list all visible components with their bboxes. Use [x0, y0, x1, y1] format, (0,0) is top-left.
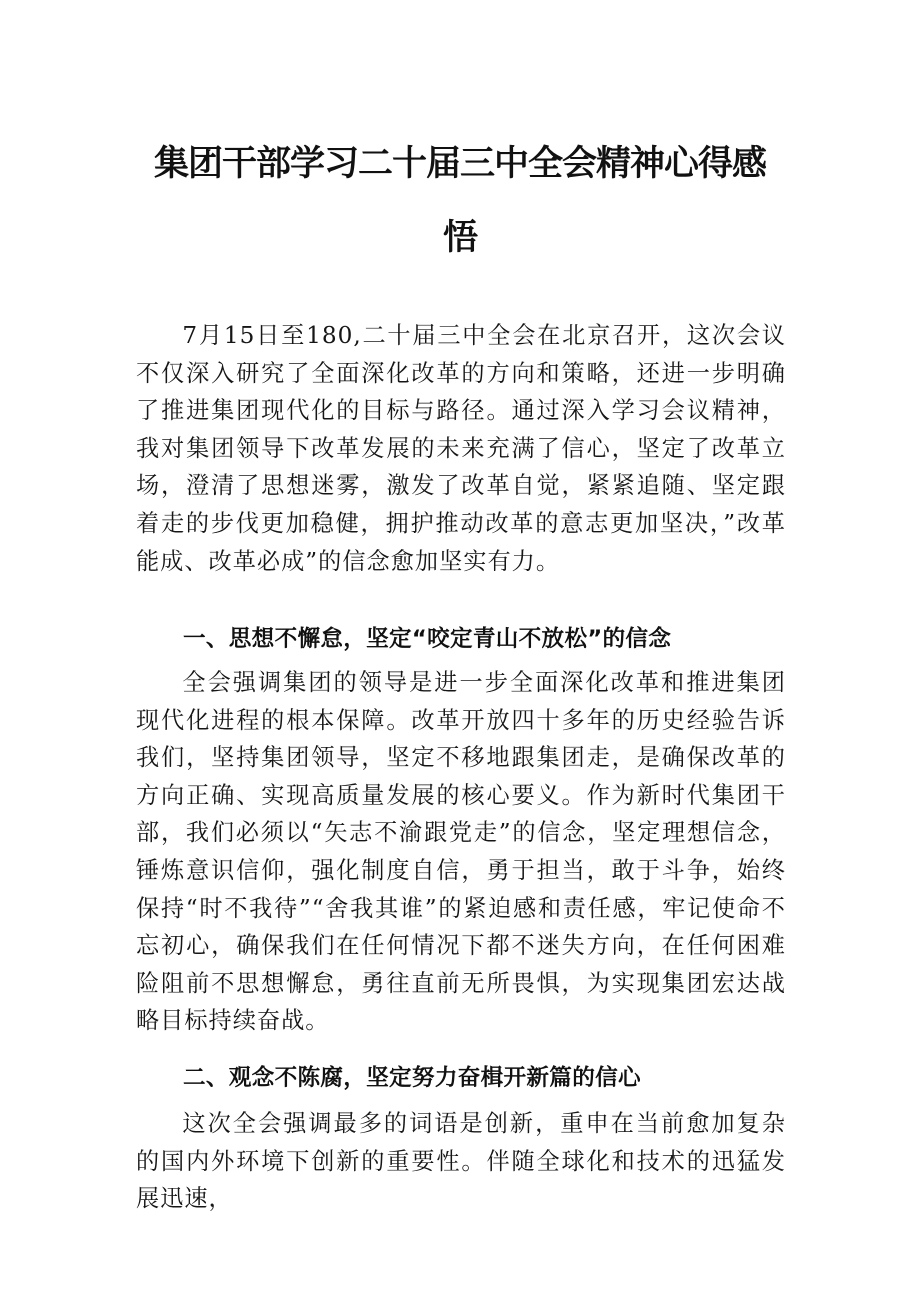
document-title-line2: 悟 — [442, 218, 477, 258]
document-title-line1: 集团干部学习二十届三中全会精神心得感 — [153, 144, 766, 184]
section-2-paragraph: 这次全会强调最多的词语是创新，重申在当前愈加复杂的国内外环境下创新的重要性。伴随全球化和技术的迅猛发展迅速， — [136, 1110, 786, 1213]
section-heading-2: 二、观念不陈腐，坚定努力奋楫开新篇的信心 — [183, 1065, 641, 1091]
intro-paragraph: 7月15日至180,二十届三中全会在北京召开，这次会议不仅深入研究了全面深化改革的方向和策略，还进一步明确了推进集团现代化的目标与路径。通过深入学习会议精神，我对集团领导下改革发展的未来充满了信心，坚定了改革立场，澄清了思想迷雾，激发了改革自觉，紧紧追随、坚定跟着走的步伐更加稳健，拥护推动改革的意志更加坚决，”改革能成、改革必成”的信念愈加坚实有力。 — [136, 322, 786, 575]
section-heading-1: 一、思想不懈怠，坚定“咬定青山不放松”的信念 — [183, 626, 672, 652]
section-1-paragraph: 全会强调集团的领导是进一步全面深化改革和推进集团现代化进程的根本保障。改革开放四十多年的历史经验告诉我们，坚持集团领导，坚定不移地跟集团走，是确保改革的方向正确、实现高质量发展的核心要义。作为新时代集团干部，我们必须以“矢志不渝跟党走”的信念，坚定理想信念，锤炼意识信仰，强化制度自信，勇于担当，敢于斗争，始终保持“时不我待”“舍我其谁”的紧迫感和责任感，牢记使命不忘初心，确保我们在任何情况下都不迷失方向，在任何困难险阻前不思想懈怠，勇往直前无所畏惧，为实现集团宏达战略目标持续奋战。 — [136, 669, 786, 1035]
